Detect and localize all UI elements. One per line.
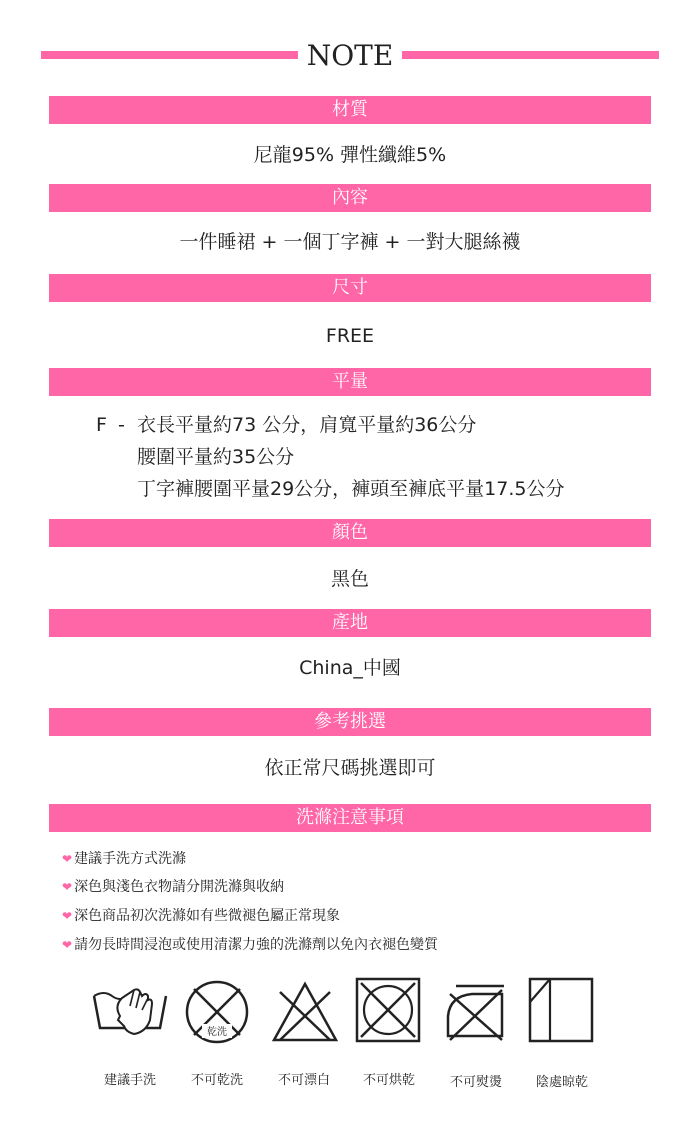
note-title-row xyxy=(0,38,700,74)
care-item-text: 深色與淺色衣物請分開洗滌與收納 xyxy=(74,879,285,895)
size-value: FREE xyxy=(325,325,375,347)
heart-bullet-icon: ❤ xyxy=(62,938,73,952)
care-item xyxy=(62,849,186,869)
material-header: 材質 xyxy=(49,96,651,124)
size-header: 尺寸 xyxy=(49,274,651,302)
color-value: 黑色 xyxy=(330,568,369,590)
care-item-text: 深色商品初次洗滌如有些微褪色屬正常現象 xyxy=(74,908,341,924)
measurement-line: 衣長平量約73 公分，肩寬平量約36公分 xyxy=(137,414,477,436)
no-dry-clean-inner-text: 乾洗 xyxy=(207,1027,227,1038)
care-item-text: 請勿長時間浸泡或使用清潔力強的洗滌劑以免內衣褪色變質 xyxy=(74,937,439,953)
heart-bullet-icon: ❤ xyxy=(62,909,73,923)
note-divider-left xyxy=(41,51,298,59)
contents-header: 內容 xyxy=(49,184,651,212)
size-label: F xyxy=(96,414,107,436)
no-bleach-label: 不可漂白 xyxy=(277,1073,330,1088)
shade-dry-label: 陰處晾乾 xyxy=(535,1075,588,1090)
note-title: NOTE xyxy=(306,39,394,72)
no-tumble-dry-icon xyxy=(355,976,423,1046)
no-iron-label: 不可熨燙 xyxy=(449,1075,502,1090)
contents-value: 一件睡裙 + 一個丁字褲 + 一對大腿絲襪 xyxy=(179,231,521,253)
color-header: 顏色 xyxy=(49,519,651,547)
no-tumble-dry-label: 不可烘乾 xyxy=(362,1073,415,1088)
no-dry-clean-icon xyxy=(182,976,252,1046)
measurement-line: 腰圍平量約35公分 xyxy=(137,446,295,468)
care-header: 洗滌注意事項 xyxy=(49,804,651,832)
no-iron-icon xyxy=(442,976,510,1046)
fit-value: 依正常尺碼挑選即可 xyxy=(264,757,436,779)
heart-bullet-icon: ❤ xyxy=(62,880,73,894)
measurement-line: 丁字褲腰圍平量29公分，褲頭至褲底平量17.5公分 xyxy=(137,478,565,500)
care-item xyxy=(62,935,438,955)
origin-header: 產地 xyxy=(49,609,651,637)
no-dry-clean-label: 不可乾洗 xyxy=(190,1073,243,1088)
heart-bullet-icon: ❤ xyxy=(62,852,73,866)
hand-wash-label: 建議手洗 xyxy=(103,1073,156,1088)
care-item xyxy=(62,906,340,926)
shade-dry-icon xyxy=(528,976,596,1046)
origin-value: China_中國 xyxy=(299,657,401,679)
measurements-header: 平量 xyxy=(49,368,651,396)
material-value: 尼龍95% 彈性纖維5% xyxy=(253,144,447,166)
note-divider-right xyxy=(402,51,659,59)
fit-header: 參考挑選 xyxy=(49,708,651,736)
care-item-text: 建議手洗方式洗滌 xyxy=(74,851,187,867)
size-dash: - xyxy=(118,414,125,436)
no-bleach-icon xyxy=(270,976,340,1046)
hand-wash-icon xyxy=(90,976,170,1046)
care-item xyxy=(62,877,284,897)
